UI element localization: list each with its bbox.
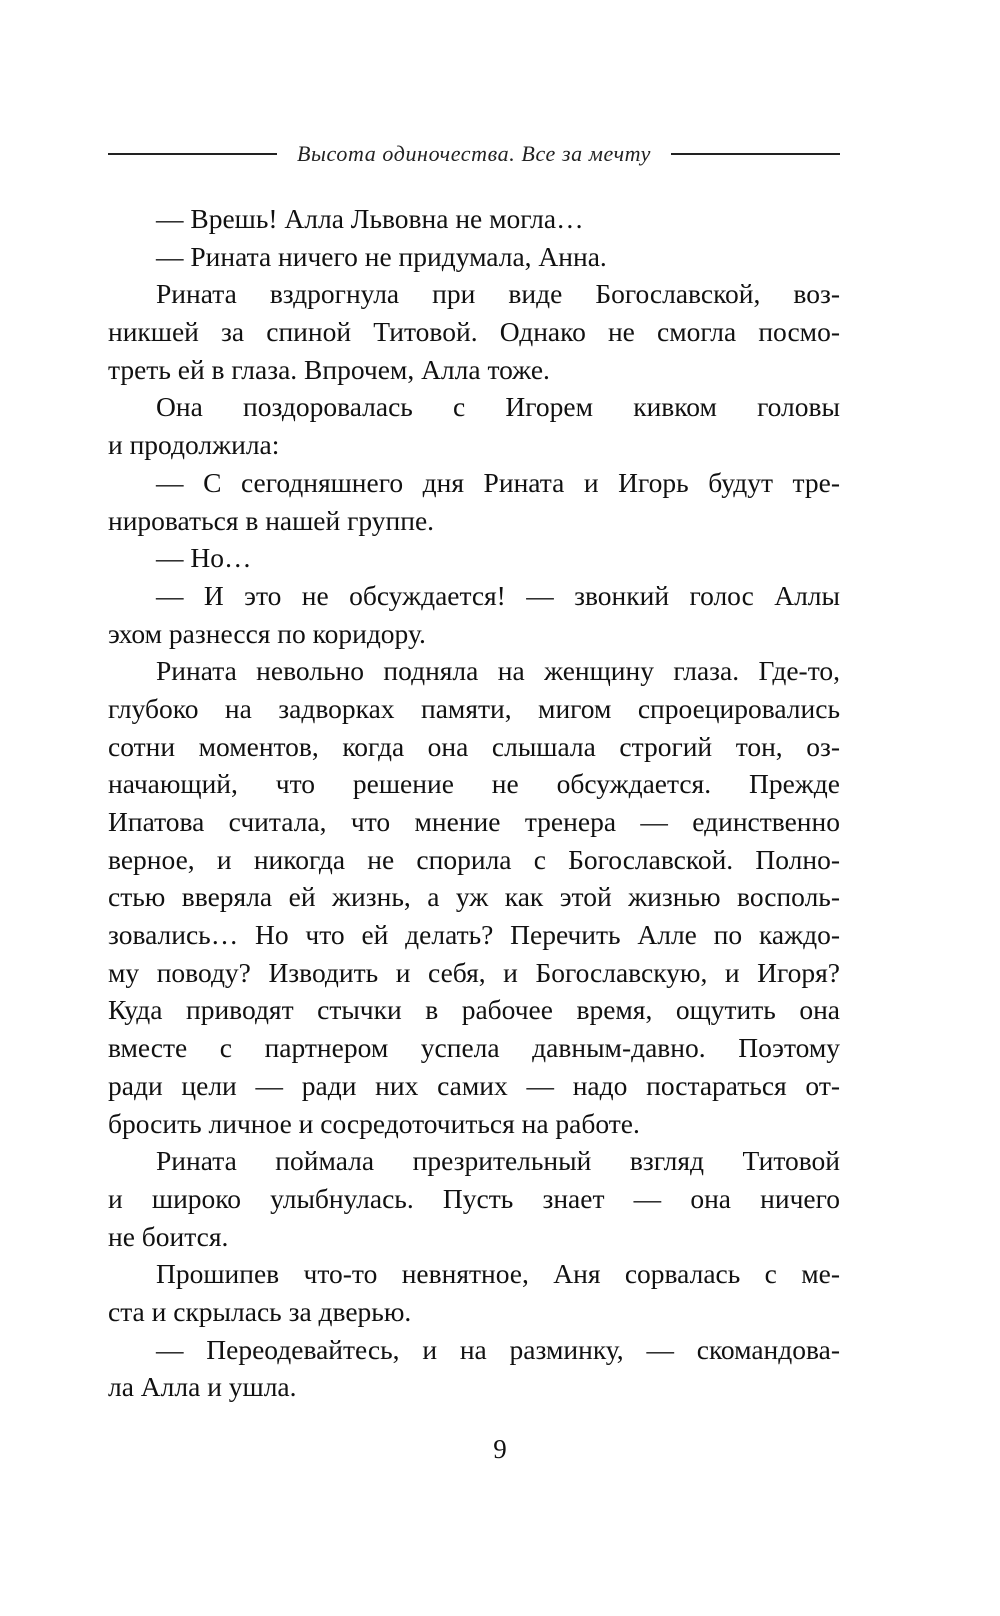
text-line: стью вверяла ей жизнь, а уж как этой жизнью восполь-	[108, 881, 840, 913]
text-line: — Но…	[156, 542, 252, 574]
running-head-left-rule	[108, 153, 277, 155]
text-line: Прошипев что-то невнятное, Аня сорвалась с ме-	[156, 1258, 840, 1290]
text-line: Ипатова считала, что мнение тренера — единственно	[108, 806, 840, 837]
text-line: Куда приводят стычки в рабочее время, ощутить она	[108, 994, 840, 1026]
text-line: ла Алла и ушла.	[108, 1371, 297, 1403]
text-line: сотни моментов, когда она слышала строгий тон, оз-	[108, 730, 840, 762]
text-line: никшей за спиной Титовой. Однако не смогла посмо-	[108, 316, 840, 348]
running-head	[108, 136, 840, 172]
body-text	[108, 200, 840, 1406]
text-line: му поводу? Изводить и себя, и Богославскую, и Игоря?	[108, 956, 840, 988]
text-line: — Врешь! Алла Львовна не могла…	[156, 203, 584, 234]
text-line: треть ей в глаза. Впрочем, Алла тоже.	[108, 353, 550, 385]
text-line: эхом разнесся по коридору.	[108, 617, 426, 649]
text-line: зовались… Но что ей делать? Перечить Алле по каждо-	[108, 919, 840, 951]
text-line: и продолжила:	[108, 429, 280, 461]
text-line: нироваться в нашей группе.	[108, 504, 435, 536]
text-line: — И это не обсуждается! — звонкий голос Аллы	[156, 579, 840, 611]
text-line: не боится.	[108, 1220, 229, 1252]
text-line: — Рината ничего не придумала, Анна.	[156, 240, 607, 272]
text-line: начающий, что решение не обсуждается. Прежде	[108, 768, 840, 800]
text-line: глубоко на задворках памяти, мигом спроецировались	[108, 692, 840, 724]
page-number: 9	[493, 1434, 507, 1464]
text-line: вместе с партнером успела давным-давно. Поэтому	[108, 1032, 840, 1064]
text-line: и широко улыбнулась. Пусть знает — она ничего	[108, 1182, 840, 1214]
text-line: бросить личное и сосредоточиться на работе.	[108, 1107, 640, 1139]
text-line: верное, и никогда не спорила с Богославской. Полно-	[108, 843, 840, 875]
text-line: — С сегодняшнего дня Рината и Игорь будут тре-	[156, 466, 840, 498]
text-line: Рината поймала презрительный взгляд Титовой	[156, 1145, 840, 1177]
text-line: Рината вздрогнула при виде Богославской, воз-	[156, 278, 840, 310]
text-line: Она поздоровалась с Игорем кивком головы	[156, 391, 840, 423]
text-line: ради цели — ради них самих — надо постараться от-	[108, 1069, 840, 1101]
running-head-right-rule	[671, 153, 840, 155]
text-line: Рината невольно подняла на женщину глаза. Где-то,	[156, 655, 840, 687]
running-head-title: Высота одиночества. Все за мечту	[297, 141, 651, 166]
text-line: ста и скрылась за дверью.	[108, 1295, 412, 1327]
text-line: — Переодевайтесь, и на разминку, — скомандова-	[156, 1333, 840, 1365]
